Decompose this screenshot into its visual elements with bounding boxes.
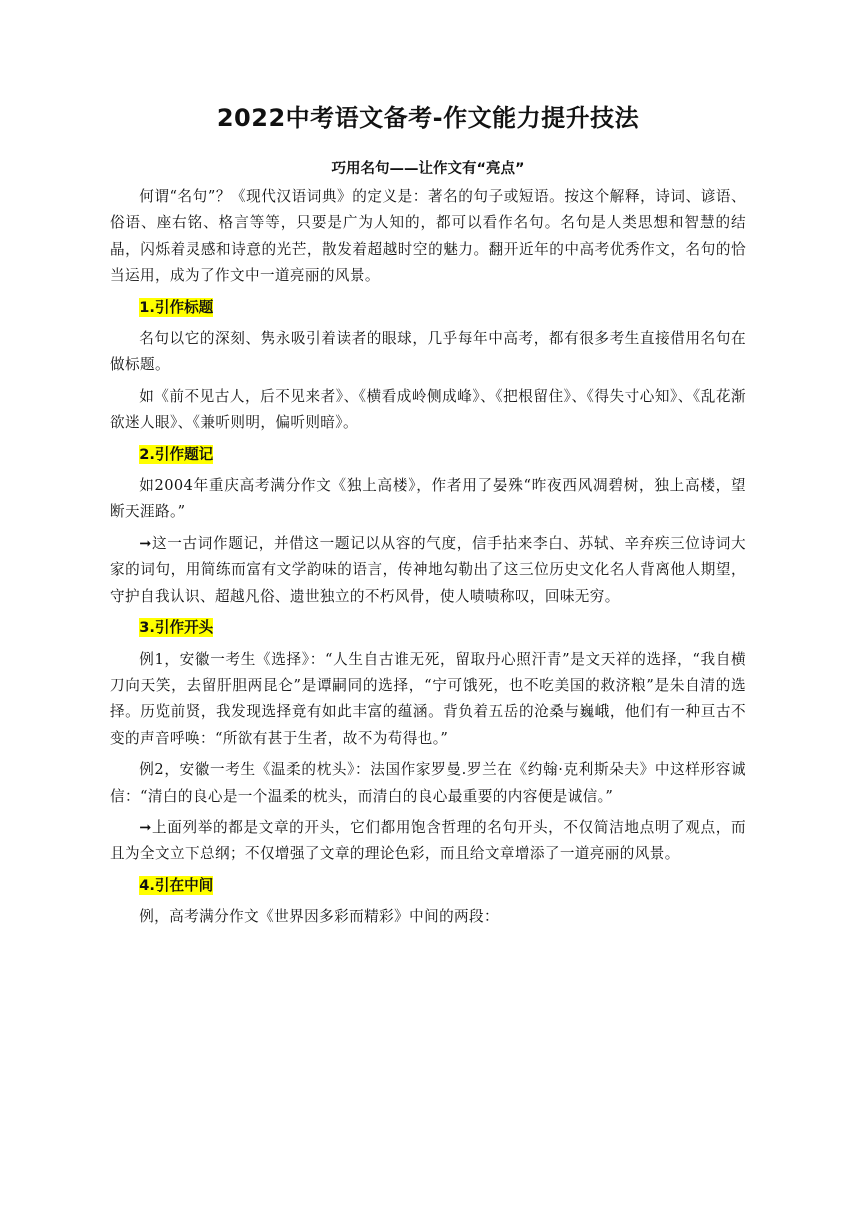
- section-1: [110, 295, 746, 437]
- paragraph: 如2004年重庆高考满分作文《独上高楼》，作者用了晏殊“昨夜西风凋碧树，独上高楼，望断天涯路。”: [110, 477, 746, 521]
- section-4: [110, 873, 746, 931]
- section-heading-1: 1.引作标题: [139, 298, 214, 316]
- section-heading-4: 4.引在中间: [139, 876, 214, 894]
- section-2: [110, 442, 746, 610]
- paragraph: 例，高考满分作文《世界因多彩而精彩》中间的两段：: [139, 908, 500, 926]
- document-subtitle: 巧用名句——让作文有“亮点”: [331, 161, 525, 177]
- paragraph: 例1，安徽一考生《选择》：“人生自古谁无死，留取丹心照汗青”是文天祥的选择，“我自横刀向天笑，去留肝胆两昆仑”是谭嗣同的选择，“宁可饿死，也不吃美国的救济粮”是朱自清的选择。历览前贤，我发现选择竟有如此丰富的蕴涵。背负着五岳的沧桑与巍峨，他们有一种亘古不变的声音呼唤：“所欲有甚于生者，故不为苟得也。”: [110, 650, 746, 747]
- paragraph: 例2，安徽一考生《温柔的枕头》：法国作家罗曼.罗兰在《约翰·克利斯朵夫》中这样形容诚信：“清白的良心是一个温柔的枕头，而清白的良心最重要的内容便是诚信。”: [110, 761, 746, 805]
- paragraph: ➞上面列举的都是文章的开头，它们都用饱含哲理的名句开头，不仅简洁地点明了观点，而且为全文立下总纲；不仅增强了文章的理论色彩，而且给文章增添了一道亮丽的风景。: [110, 818, 746, 863]
- intro-paragraph: 何谓“名句”？《现代汉语词典》的定义是：著名的句子或短语。按这个解释，诗词、谚语、俗语、座右铭、格言等等，只要是广为人知的，都可以看作名句。名句是人类思想和智慧的结晶，闪烁着灵感和诗意的光芒，散发着超越时空的魅力。翻开近年的中高考优秀作文，名句的恰当运用，成为了作文中一道亮丽的风景。: [110, 188, 746, 285]
- paragraph: 名句以它的深刻、隽永吸引着读者的眼球，几乎每年中高考，都有很多考生直接借用名句在做标题。: [110, 330, 746, 374]
- section-3: [110, 615, 746, 868]
- paragraph: ➞这一古词作题记，并借这一题记以从容的气度，信手拈来李白、苏轼、辛弃疾三位诗词大家的词句，用简练而富有文学韵味的语言，传神地勾勒出了这三位历史文化名人背离他人期望，守护自我认识、超越凡俗、遗世独立的不朽风骨，使人啧啧称叹，回味无穷。: [110, 534, 746, 605]
- paragraph: 如《前不见古人，后不见来者》、《横看成岭侧成峰》、《把根留住》、《得失寸心知》、《乱花渐欲迷人眼》、《兼听则明，偏听则暗》。: [110, 387, 746, 432]
- section-heading-2: 2.引作题记: [139, 445, 214, 463]
- section-heading-3: 3.引作开头: [139, 619, 214, 637]
- document-page: [110, 96, 746, 936]
- document-title: 2022中考语文备考-作文能力提升技法: [216, 104, 640, 132]
